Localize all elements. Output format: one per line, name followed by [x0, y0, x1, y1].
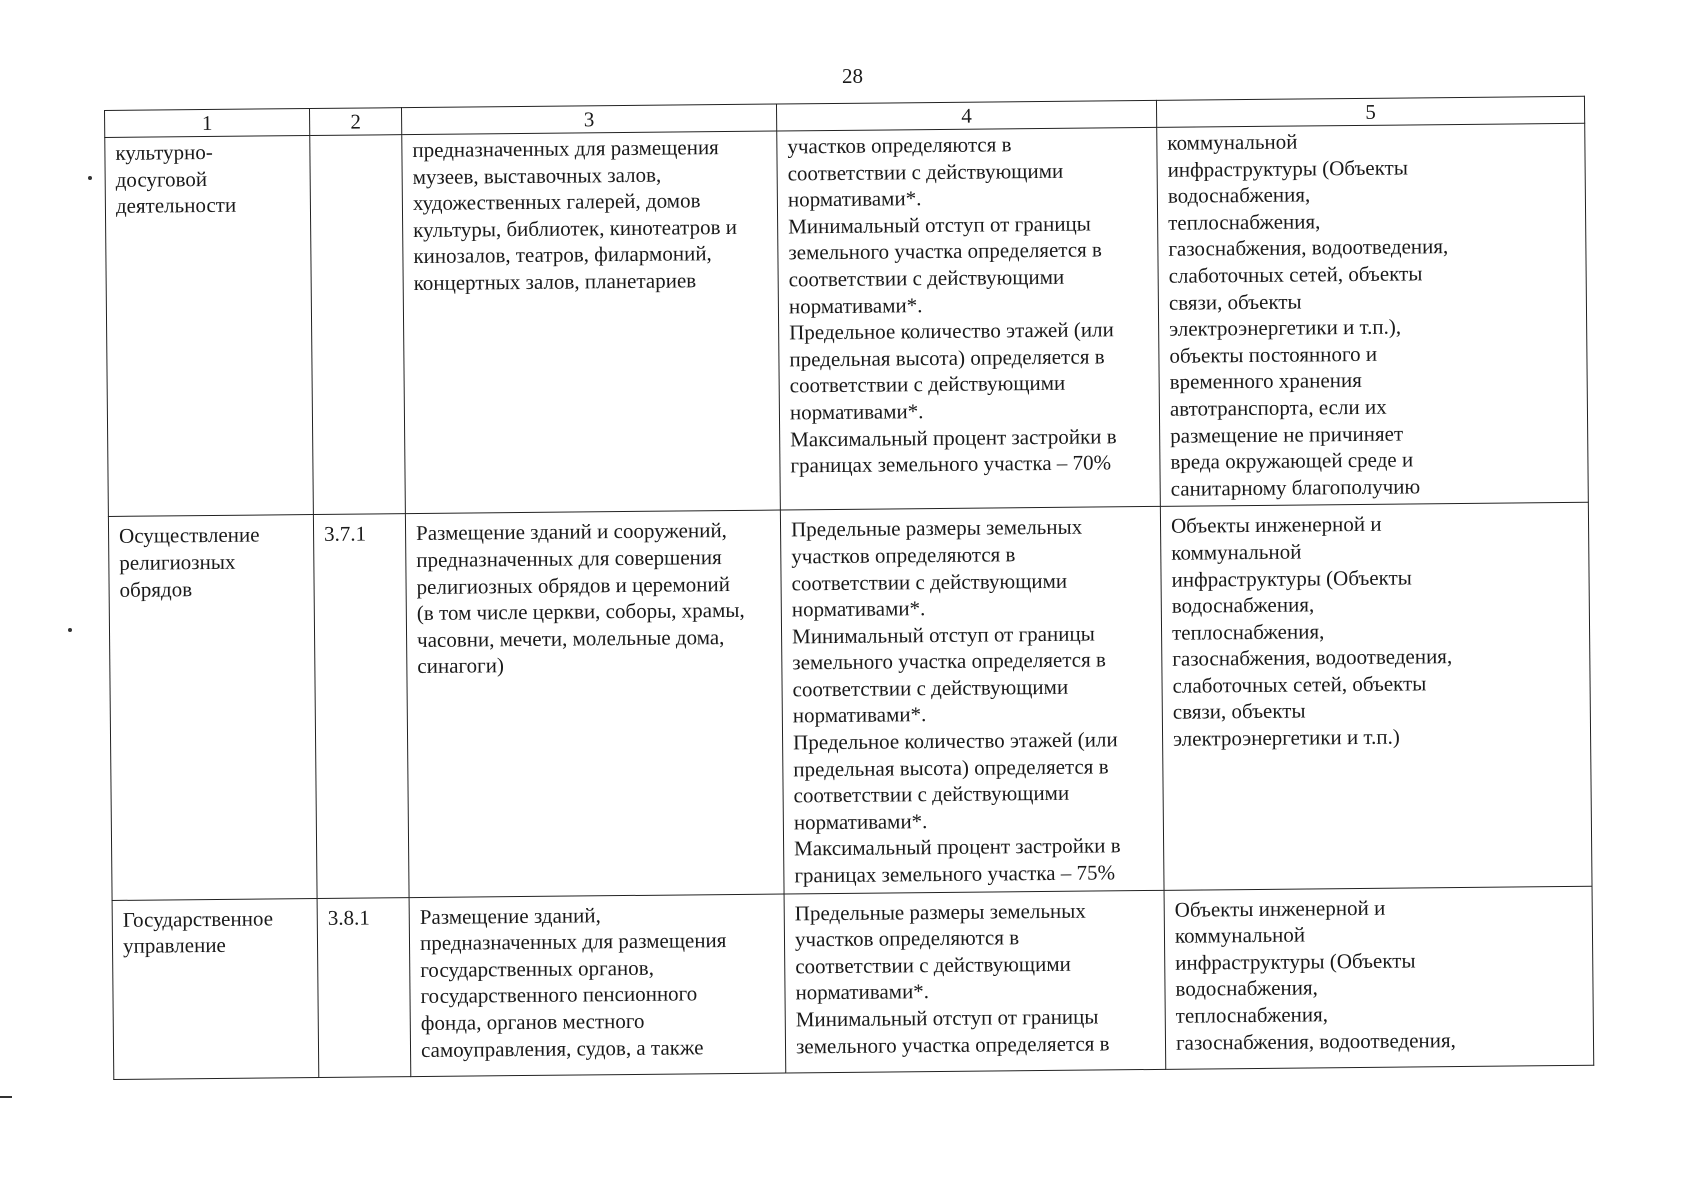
cell-line: границах земельного участка – 75%: [794, 860, 1116, 888]
land-use-description-cell: [402, 131, 781, 514]
cell-line: временного хранения: [1169, 368, 1362, 395]
land-use-code-cell: 3.7.1: [313, 514, 409, 898]
auxiliary-uses-cell: [1157, 123, 1589, 506]
land-use-description-cell: [405, 510, 784, 897]
cell-line: культурно-: [115, 139, 213, 165]
cell-line: Предельные размеры земельных: [794, 898, 1086, 926]
table-row: [105, 123, 1589, 517]
cell-line: санитарному благополучию: [1170, 474, 1421, 501]
cell-line: участков определяются в: [791, 542, 1016, 569]
page-number: 28: [842, 64, 863, 88]
cell-line: концертных залов, планетариев: [413, 268, 697, 296]
cell-line: Объекты инженерной и: [1174, 895, 1386, 922]
cell-line: границах земельного участка – 70%: [790, 450, 1112, 478]
cell-line: земельного участка определяется в: [792, 647, 1106, 675]
cell-line: инфраструктуры (Объекты: [1171, 564, 1412, 592]
cell-line: музеев, выставочных залов,: [412, 162, 662, 189]
cell-line: государственного пенсионного: [420, 981, 698, 1009]
cell-line: коммунальной: [1171, 539, 1302, 565]
cell-line: Государственное: [122, 906, 274, 932]
column-header: 2: [309, 108, 401, 136]
cell-line: Максимальный процент застройки в: [790, 423, 1117, 451]
cell-line: государственных органов,: [420, 955, 654, 982]
auxiliary-uses-cell: [1160, 503, 1592, 890]
cell-line: вреда окружающей среде и: [1170, 447, 1414, 474]
cell-line: связи, объекты: [1168, 289, 1302, 315]
cell-line: нормативами*.: [793, 808, 928, 835]
land-use-description-cell: [409, 894, 786, 1077]
cell-line: нормативами*.: [787, 186, 922, 212]
cell-line: газоснабжения, водоотведения,: [1168, 234, 1449, 262]
cell-line: Предельные размеры земельных: [790, 514, 1083, 542]
land-use-name-cell: [108, 515, 317, 900]
column-header: 1: [105, 109, 310, 138]
zoning-table-sheet: [104, 96, 1593, 1080]
cell-line: слаботочных сетей, объекты: [1172, 671, 1427, 698]
cell-line: (в том числе церкви, соборы, храмы,: [416, 597, 745, 626]
cell-line: нормативами*.: [791, 596, 926, 622]
cell-line: электроэнергетики и т.п.),: [1169, 314, 1402, 341]
scan-mark: [0, 1096, 12, 1098]
cell-line: соответствии с действующими: [793, 781, 1070, 808]
cell-line: синагоги): [417, 653, 505, 679]
cell-line: размещение не причиняет: [1170, 421, 1404, 448]
table-row: [108, 503, 1592, 901]
cell-line: предназначенных для совершения: [416, 544, 722, 572]
cell-line: электроэнергетики и т.п.): [1172, 724, 1400, 751]
cell-line: инфраструктуры (Объекты: [1175, 948, 1416, 975]
column-header: 3: [401, 104, 776, 135]
parameters-cell: [777, 127, 1161, 510]
cell-line: нормативами*.: [788, 292, 923, 318]
cell-line: предельная высота) определяется в: [789, 344, 1105, 372]
cell-line: Предельное количество этажей (или: [789, 317, 1114, 345]
cell-line: кинозалов, театров, филармоний,: [413, 241, 712, 269]
cell-line: нормативами*.: [789, 399, 924, 425]
cell-line: деятельности: [115, 192, 237, 219]
cell-line: фонда, органов местного: [420, 1008, 645, 1036]
cell-line: коммунальной: [1167, 129, 1298, 155]
cell-line: теплоснабжения,: [1175, 1002, 1329, 1028]
cell-line: водоснабжения,: [1167, 182, 1311, 208]
land-use-name-cell: [105, 136, 314, 517]
cell-line: нормативами*.: [792, 702, 927, 728]
cell-line: соответствии с действующими: [789, 371, 1066, 398]
cell-line: соответствии с действующими: [788, 264, 1065, 292]
cell-line: досуговой: [115, 166, 208, 192]
table-row: [112, 886, 1594, 1079]
cell-line: теплоснабжения,: [1171, 618, 1325, 645]
cell-line: автотранспорта, если их: [1169, 394, 1387, 421]
cell-line: самоуправления, судов, а также: [420, 1034, 704, 1062]
cell-line: часовни, мечети, молельные дома,: [416, 624, 725, 652]
cell-line: газоснабжения, водоотведения,: [1175, 1027, 1456, 1055]
cell-line: Предельное количество этажей (или: [792, 727, 1118, 755]
cell-line: культуры, библиотек, кинотеатров и: [413, 214, 738, 242]
cell-line: газоснабжения, водоотведения,: [1172, 644, 1453, 672]
land-use-name-cell: [112, 898, 319, 1079]
cell-line: теплоснабжения,: [1168, 209, 1321, 235]
cell-line: Максимальный процент застройки в: [794, 833, 1121, 861]
cell-line: инфраструктуры (Объекты: [1167, 155, 1409, 182]
cell-line: Минимальный отступ от границы: [795, 1004, 1099, 1032]
cell-line: водоснабжения,: [1175, 975, 1318, 1002]
cell-line: участков определяются в: [794, 925, 1020, 952]
auxiliary-uses-cell: [1164, 886, 1594, 1069]
zoning-table: [104, 96, 1594, 1080]
land-use-code-cell: 3.8.1: [317, 897, 411, 1077]
cell-line: земельного участка определяется в: [788, 237, 1103, 265]
cell-line: Минимальный отступ от границы: [788, 211, 1091, 239]
parameters-cell: [784, 890, 1166, 1073]
column-header: 4: [776, 100, 1156, 131]
cell-line: соответствии с действующими: [787, 158, 1064, 186]
cell-line: участков определяются в: [787, 132, 1012, 159]
column-header: 5: [1156, 96, 1584, 127]
cell-line: религиозных: [119, 549, 236, 575]
cell-line: Объекты инженерной и: [1170, 512, 1382, 539]
cell-line: Размещение зданий,: [419, 902, 601, 929]
cell-line: соответствии с действующими: [795, 951, 1071, 979]
cell-line: соответствии с действующими: [791, 568, 1068, 595]
cell-line: управление: [122, 933, 226, 959]
cell-line: религиозных обрядов и церемоний: [416, 571, 731, 599]
cell-line: объекты постоянного и: [1169, 341, 1378, 368]
parameters-cell: [780, 507, 1164, 894]
cell-line: водоснабжения,: [1171, 592, 1315, 618]
cell-line: обрядов: [119, 576, 193, 602]
scan-speck: [68, 628, 72, 632]
cell-line: Минимальный отступ от границы: [791, 621, 1095, 649]
cell-line: нормативами*.: [795, 979, 930, 1005]
cell-line: слаботочных сетей, объекты: [1168, 261, 1423, 288]
cell-line: земельного участка определяется в: [795, 1030, 1110, 1058]
cell-line: художественных галерей, домов: [412, 188, 701, 216]
cell-line: Размещение зданий и сооружений,: [415, 518, 727, 546]
cell-line: предназначенных для размещения: [412, 135, 719, 163]
cell-line: Осуществление: [118, 522, 260, 549]
cell-line: предельная высота) определяется в: [793, 754, 1109, 782]
land-use-code-cell: [310, 135, 406, 515]
cell-line: предназначенных для размещения: [419, 928, 727, 956]
cell-line: соответствии с действующими: [792, 674, 1069, 702]
cell-line: связи, объекты: [1172, 698, 1306, 725]
scan-speck: [88, 176, 92, 180]
cell-line: коммунальной: [1174, 922, 1306, 948]
